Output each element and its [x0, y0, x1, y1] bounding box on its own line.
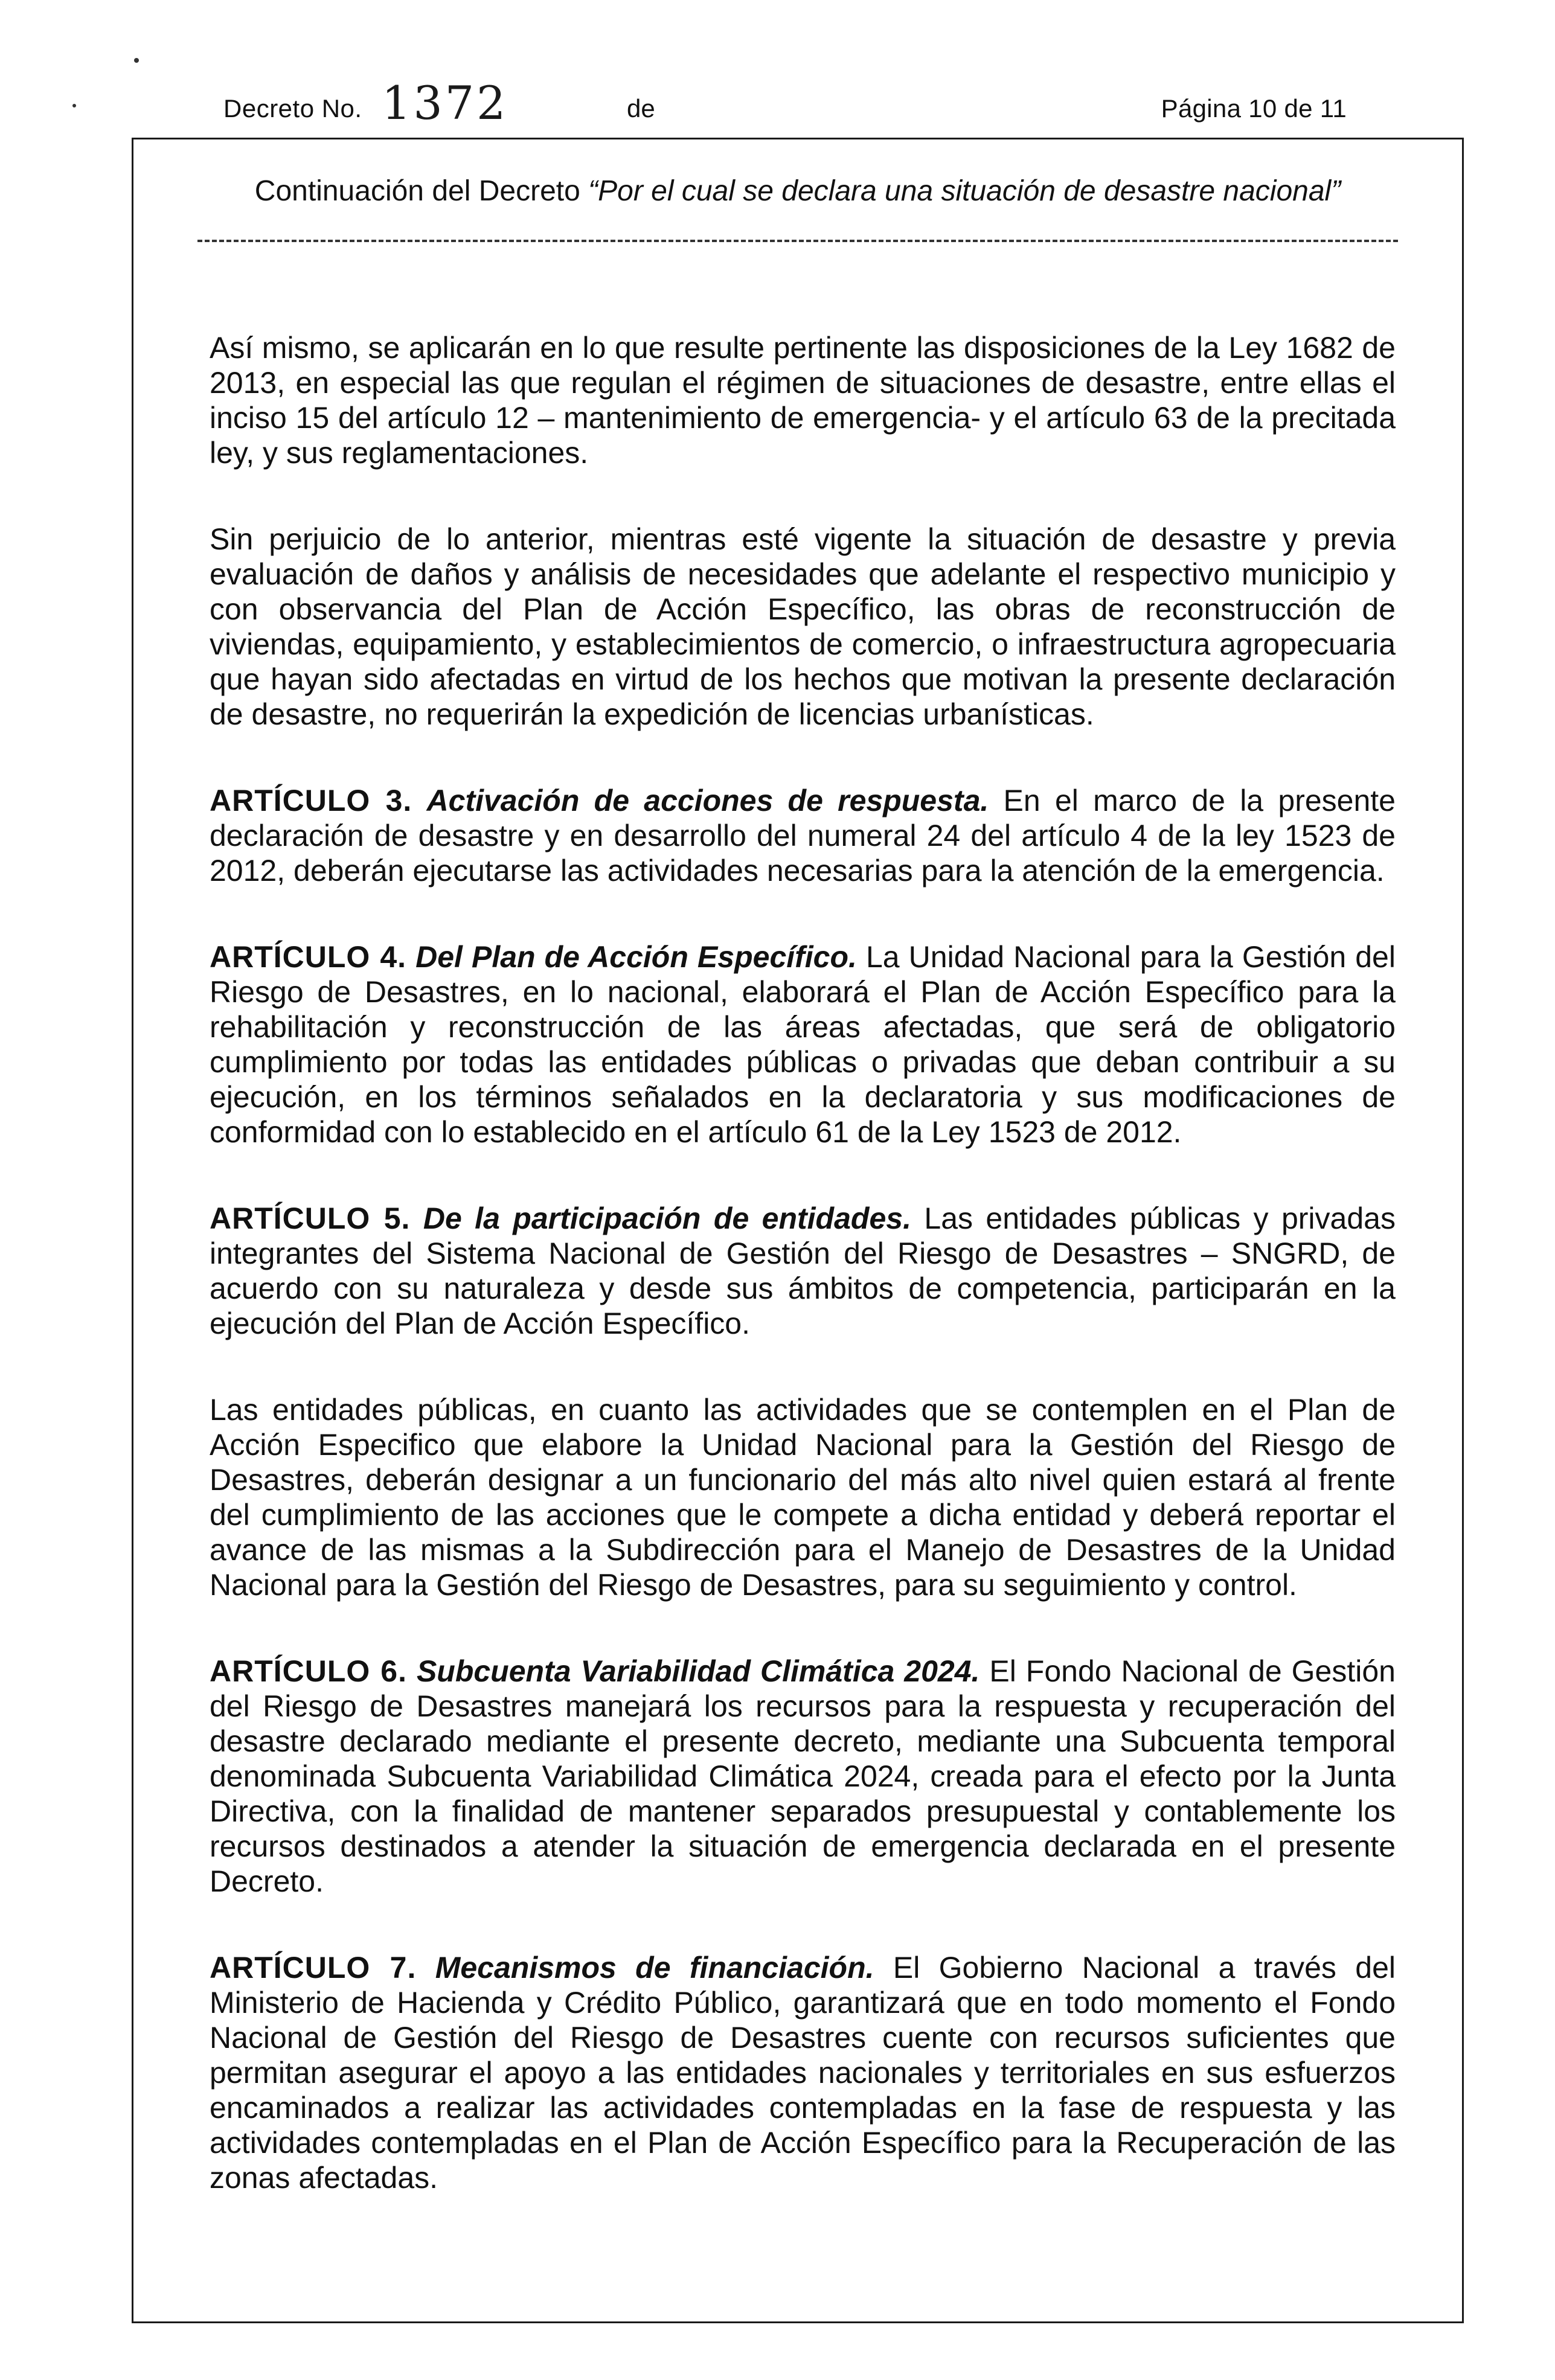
paragraph	[210, 330, 1396, 470]
continuation-prefix: Continuación del Decreto	[254, 175, 589, 207]
paragraph-text: Sin perjuicio de lo anterior, mientras esté vigente la situación de desastre y previa evaluación de daños y análisis de necesidades que adelante el respectivo municipio y con observancia del Plan de Acción Específico, las obras de reconstrucción de viviendas, equipamiento, y establecimientos de comercio, o infraestructura agropecuaria que hayan sido afectadas en virtud de los hechos que motivan la presente declaración de desastre, no requerirán la expedición de licencias urbanísticas.	[210, 522, 1396, 731]
continuation-line	[133, 174, 1462, 208]
paragraph-text: Las entidades públicas, en cuanto las actividades que se contemplen en el Plan de Acción Especifico que elabore la Unidad Nacional para la Gestión del Riesgo de Desastres, deberán designar a un funcionario del más alto nivel quien estará al frente del cumplimiento de las acciones que le compete a dicha entidad y deberá reportar el avance de las mismas a la Subdirección para el Manejo de Desastres de la Unidad Nacional para la Gestión del Riesgo de Desastres, para su seguimiento y control.	[210, 1393, 1396, 1602]
dashed-divider	[197, 240, 1398, 242]
article-number: ARTÍCULO 4.	[210, 940, 407, 974]
article-7	[210, 1950, 1396, 2195]
article-text: El Fondo Nacional de Gestión del Riesgo de Desastres manejará los recursos para la respuesta y recuperación del desastre declarado mediante el presente decreto, mediante una Subcuenta temporal denominada Subcuenta Variabilidad Climática 2024, creada para el efecto por la Junta Directiva, con la finalidad de mantener separados presupuestal y contablemente los recursos destinados a atender la situación de emergencia declarada en el presente Decreto.	[210, 1654, 1396, 1898]
scan-mark	[134, 58, 139, 63]
article-6	[210, 1654, 1396, 1899]
article-title: Del Plan de Acción Específico.	[415, 940, 857, 974]
article-text: Las entidades públicas y privadas integrantes del Sistema Nacional de Gestión del Riesgo de Desastres – SNGRD, de acuerdo con su naturaleza y desde sus ámbitos de competencia, participarán en la ejecución del Plan de Acción Específico.	[210, 1201, 1396, 1340]
article-title: Mecanismos de financiación.	[435, 1951, 874, 1985]
article-5	[210, 1201, 1396, 1341]
decree-title: “Por el cual se declara una situación de desastre nacional”	[588, 175, 1341, 207]
scan-mark	[72, 104, 76, 107]
document-frame	[132, 138, 1464, 2323]
page-header	[223, 71, 1371, 138]
article-number: ARTÍCULO 5.	[210, 1201, 411, 1235]
decree-date-label: de	[627, 94, 655, 123]
article-number: ARTÍCULO 6.	[210, 1654, 407, 1688]
paragraph	[210, 1392, 1396, 1602]
article-4	[210, 939, 1396, 1150]
article-title: Activación de acciones de respuesta.	[426, 784, 989, 817]
article-title: De la participación de entidades.	[423, 1201, 911, 1235]
article-number: ARTÍCULO 3.	[210, 784, 412, 817]
article-3	[210, 783, 1396, 888]
paragraph	[210, 522, 1396, 732]
decree-label: Decreto No.	[223, 94, 362, 123]
article-text: La Unidad Nacional para la Gestión del Riesgo de Desastres, en lo nacional, elaborará el Plan de Acción Específico para la rehabilitación y reconstrucción de las áreas afectadas, que será de obligatorio cumplimiento por todas las entidades públicas o privadas que deban contribuir a su ejecución, en los términos señalados en la declaratoria y sus modificaciones de conformidad con lo establecido en el artículo 61 de la Ley 1523 de 2012.	[210, 940, 1396, 1149]
article-text: El Gobierno Nacional a través del Ministerio de Hacienda y Crédito Público, garantizará que en todo momento el Fondo Nacional de Gestión del Riesgo de Desastres cuente con recursos suficientes que permitan asegurar el apoyo a las entidades nacionales y territoriales en sus esfuerzos encaminados a realizar las actividades contempladas en la fase de respuesta y las actividades contempladas en el Plan de Acción Específico para la Recuperación de las zonas afectadas.	[210, 1951, 1396, 2195]
paragraph-text: Así mismo, se aplicarán en lo que resulte pertinente las disposiciones de la Ley 1682 de 2013, en especial las que regulan el régimen de situaciones de desastre, entre ellas el inciso 15 del artículo 12 – mantenimiento de emergencia- y el artículo 63 de la precitada ley, y sus reglamentaciones.	[210, 331, 1396, 470]
page-number: Página 10 de 11	[1161, 94, 1347, 123]
article-number: ARTÍCULO 7.	[210, 1951, 417, 1985]
decree-number: 1372	[382, 76, 508, 130]
article-title: Subcuenta Variabilidad Climática 2024.	[416, 1654, 980, 1688]
article-text: En el marco de la presente declaración de desastre y en desarrollo del numeral 24 del artículo 4 de la ley 1523 de 2012, deberán ejecutarse las actividades necesarias para la atención de la emergencia.	[210, 784, 1396, 888]
document-body	[210, 330, 1396, 2247]
